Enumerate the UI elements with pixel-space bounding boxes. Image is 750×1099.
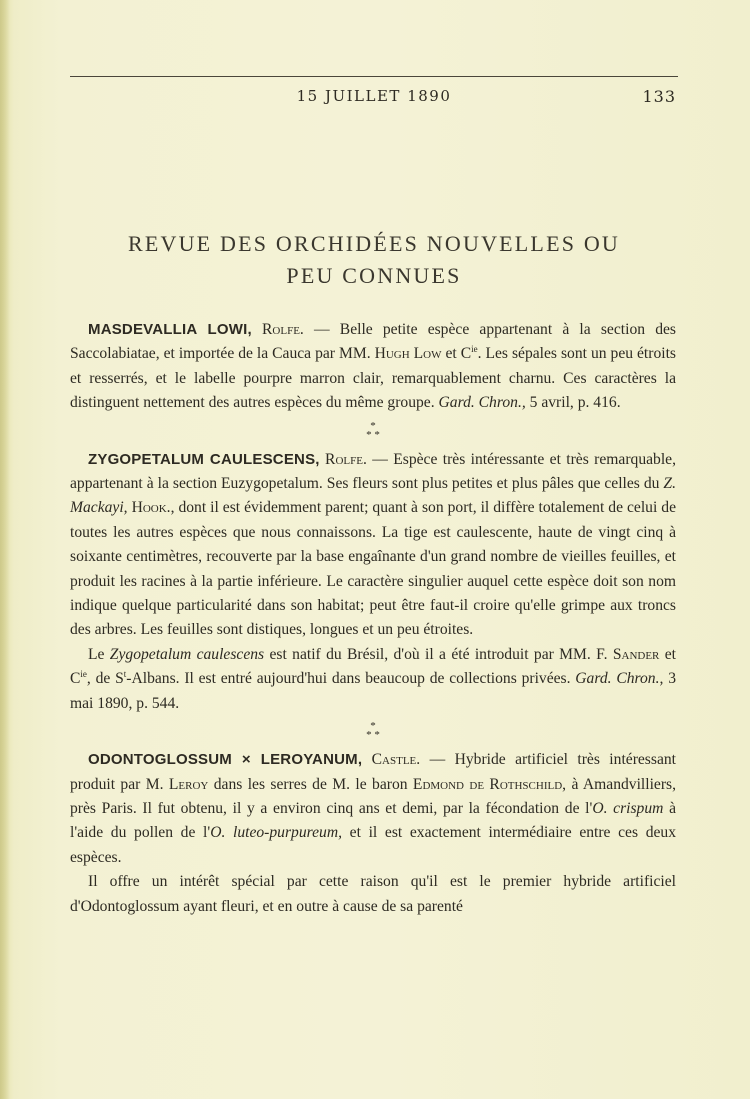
species-name: ZYGOPETALUM CAULESCENS, (88, 450, 320, 468)
running-header (70, 76, 678, 106)
entry-text: 5 avril, p. 416. (525, 394, 621, 412)
asterism-bottom: * * (366, 729, 380, 742)
entry-text: est natif du Brésil, d'où il a été introduit par MM. F. (264, 645, 613, 663)
entry-text: -Albans. Il est entré aujourd'hui dans beaucoup de collections privées. (126, 670, 576, 688)
entry-text: — Hybride artificiel très intéressant produit par M. (70, 751, 676, 793)
entry-text: . Les sépales sont un peu étroits et resserrés, et le labelle pourpre marron clair, remarquablement charnu. Ces caractères la distinguent nettement des autres espèces du même groupe. (70, 345, 676, 412)
reference: Gard. Chron., (438, 394, 526, 412)
person-name: Hugh Low (374, 345, 442, 363)
species-reference: O. luteo-purpureum, (210, 824, 343, 842)
entry-text: , de S (86, 670, 124, 688)
entry-text: Le (88, 645, 110, 663)
entry-text: et C (441, 345, 472, 363)
asterism-top: * (370, 419, 376, 432)
person-name: Sander (612, 645, 660, 663)
entry-text: et C (70, 645, 676, 688)
entry-text: — Belle petite espèce appartenant à la section des Saccolabiatae, et importée de la Cauca par MM. (70, 321, 676, 363)
page-number: 133 (642, 87, 676, 106)
asterism-bottom: * * (366, 428, 380, 441)
species-author: Castle. (371, 751, 421, 769)
person-name: Edmond de Rothschild (412, 775, 563, 793)
superscript: ie (80, 669, 87, 680)
title-line-1: REVUE DES ORCHIDÉES NOUVELLES OU (127, 231, 621, 256)
species-author: Rolfe. (325, 450, 367, 468)
entry-text: et il est exactement intermédiaire entre ces deux espèces. (70, 824, 677, 866)
species-reference: O. crispum (592, 799, 664, 817)
entry-text: , dont il est évidemment parent; quant à son port, il diffère totalement de celui de toutes les autres espèces que nous connaissons. La tige est caulescente, haute de vingt cinq à soixante centimètres, recouverte par la base engaînante d'un grand nombre de vieilles feuilles, et produit les racines à la partie inférieure. Le caractère singulier auquel cette espèce doit son nom indique quelque particularité dans son habitat; peut être faut-il croire qu'elle grimpe aux troncs des arbres. Les feuilles sont distiques, longues et un peu étroites. (70, 499, 676, 639)
reference: Gard. Chron., (575, 670, 664, 688)
superscript: ie (471, 344, 478, 355)
species-author: Rolfe. (262, 321, 304, 338)
person-name: Leroy (168, 775, 209, 793)
entry-text: 3 mai 1890, p. 544. (70, 670, 676, 712)
title-line-2: PEU CONNUES (286, 263, 462, 288)
entry-text: , à Amandvilliers, près Paris. Il fut obtenu, il y a environ cinq ans et demi, par la fécondation de l' (70, 775, 677, 817)
entry-text: — Espèce très intéressante et très remarquable, appartenant à la section Euzygopetalum. Ses fleurs sont plus petites et plus pâles que celles du (70, 450, 676, 493)
entry-text: à l'aide du pollen de l' (70, 799, 677, 842)
entry-masdevallia (70, 318, 676, 416)
species-reference: Zygopetalum caulescens (109, 645, 265, 663)
entry-zygopetalum (70, 448, 676, 643)
species-name: ODONTOGLOSSUM × LEROYANUM, (88, 751, 363, 769)
species-name: MASDEVALLIA LOWI, (88, 321, 252, 338)
entry-zygopetalum-paragraph-2 (70, 643, 676, 716)
entry-odontoglossum (70, 748, 676, 870)
asterism-separator (70, 722, 676, 740)
page-edge-shadow (0, 0, 10, 1099)
article-body (70, 318, 676, 919)
superscript: t (123, 669, 127, 680)
species-reference: Z. Mackayi, (70, 475, 676, 517)
asterism-top: * (370, 720, 376, 733)
person-name: Hook. (131, 499, 171, 517)
entry-odontoglossum-paragraph-2: Il offre un intérêt spécial par cette raison qu'il est le premier hybride artificiel d'Odontoglossum ayant fleuri, et en outre à cause de sa parenté (70, 873, 676, 915)
header-date: 15 JUILLET 1890 (296, 87, 452, 105)
article-title (70, 228, 678, 292)
asterism-separator (70, 419, 676, 441)
entry-text: dans les serres de M. le baron (208, 775, 413, 793)
